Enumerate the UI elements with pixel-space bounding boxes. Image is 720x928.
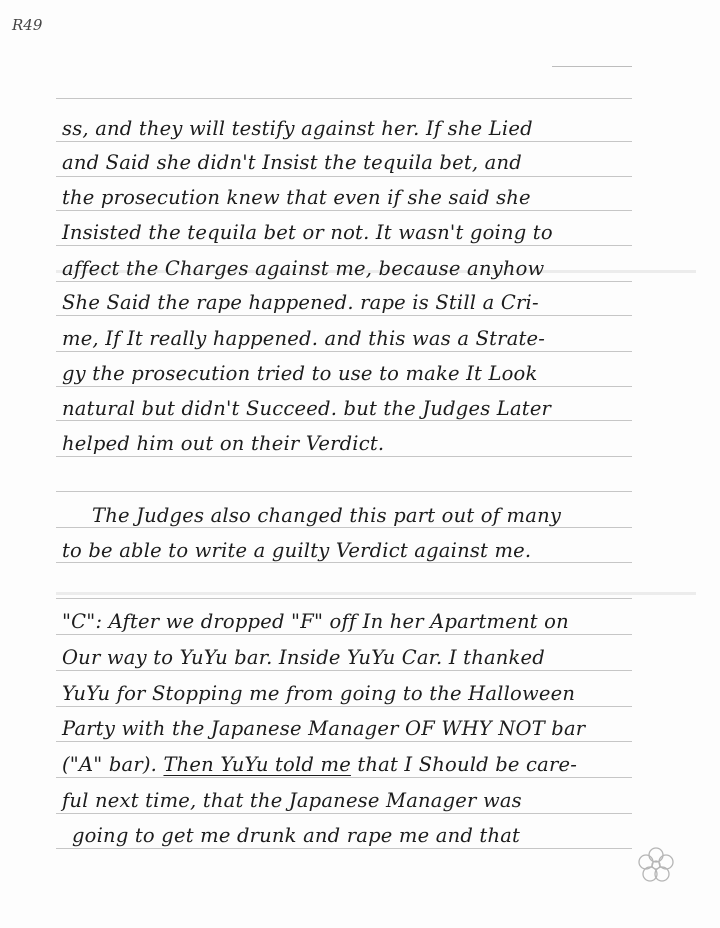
text-line: affect the Charges against me, because anyhow [62,257,545,280]
flower-stamp-icon [636,846,676,884]
text-line: me, If It really happened. and this was a Strate- [62,327,546,350]
text-line: and Said she didn't Insist the tequila bet, and [62,151,522,174]
text-line: She Said the rape happened. rape is Still a Cri- [62,291,539,314]
text-fragment: ("A" bar). [62,753,164,776]
underlined-phrase: Then YuYu told me [163,753,351,776]
ruled-line [56,98,632,99]
text-line [62,750,662,780]
text-line: Our way to YuYu bar. Inside YuYu Car. I thanked [62,646,545,669]
page-number: R49 [12,16,43,34]
top-short-rule [552,66,632,67]
text-line: gy the prosecution tried to use to make It Look [62,362,538,385]
text-fragment: that I Should be care- [350,753,578,776]
text-line: going to get me drunk and rape me and that [72,824,521,847]
text-line: ful next time, that the Japanese Manager was [62,789,522,812]
text-line: YuYu for Stopping me from going to the Halloween [62,682,576,705]
ruled-line [56,491,632,492]
scan-mark [56,592,696,595]
text-line: The Judges also changed this part out of many [92,504,562,527]
ruled-line [56,598,632,599]
text-line: ss, and they will testify against her. If she Lied [62,117,533,140]
text-line: helped him out on their Verdict. [62,432,385,455]
text-line: Party with the Japanese Manager OF WHY NOT bar [62,717,586,740]
text-line: Insisted the tequila bet or not. It wasn't going to [62,221,553,244]
text-line: the prosecution knew that even if she said she [62,186,531,209]
text-line: "C": After we dropped "F" off In her Apartment on [62,610,569,633]
text-line: natural but didn't Succeed. but the Judges Later [62,397,552,420]
text-line: to be able to write a guilty Verdict against me. [62,539,532,562]
